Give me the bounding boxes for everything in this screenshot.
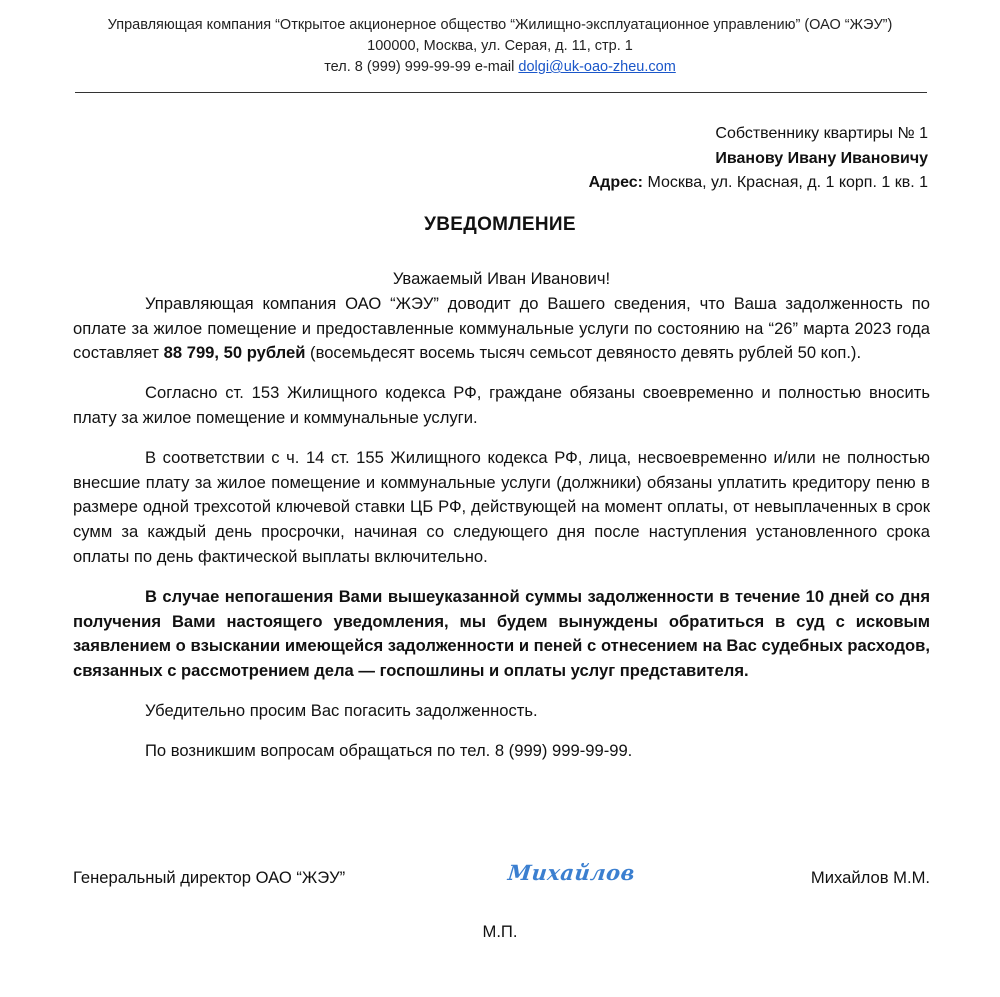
address-label: Адрес:	[588, 174, 644, 191]
paragraph-warning: В случае непогашения Вами вышеуказанной суммы задолженности в течение 10 дней со дня получения Вами настоящего уведомления, мы будем вынуждены обратиться в суд с исковым заявлением о взыскании имеющейся задолженности и пеней с отнесением на Вас судебных расходов, связанных с рассмотрением дела — госпошлины и оплаты услуг представителя.	[73, 586, 930, 681]
signature-row	[73, 860, 930, 896]
signer-position: Генеральный директор ОАО “ЖЭУ”	[73, 868, 346, 887]
paragraph-debt	[73, 292, 930, 366]
company-name: Управляющая компания “Открытое акционерное общество “Жилищно-эксплуатационное управлению” (ОАО “ЖЭУ”)	[107, 17, 893, 33]
paragraph-request: Убедительно просим Вас погасить задолженность.	[145, 700, 538, 720]
stamp-place: М.П.	[482, 922, 518, 941]
document-title: УВЕДОМЛЕНИЕ	[424, 214, 576, 235]
letterhead	[60, 15, 940, 78]
recipient-address	[328, 171, 928, 196]
paragraph-law-155: В соответствии с ч. 14 ст. 155 Жилищного кодекса РФ, лица, несвоевременно и/или не полностью внесшие плату за жилое помещение и коммунальные услуги (должники) обязаны уплатить кредитору пеню в размере одной трехсотой ключевой ставки ЦБ РФ, действующей на момент оплаты, от невыплаченных в срок сумм за каждый день просрочки, начиная со следующего дня после наступления установленного срока оплаты по день фактической выплаты включительно.	[73, 447, 930, 566]
debt-text-end: (восемьдесят восемь тысяч семьсот девяносто девять рублей 50 коп.).	[305, 343, 862, 363]
address-value: Москва, ул. Красная, д. 1 корп. 1 кв. 1	[643, 174, 928, 191]
company-address: 100000, Москва, ул. Серая, д. 11, стр. 1	[367, 38, 633, 54]
company-contacts	[60, 57, 940, 78]
recipient-name: Иванову Ивану Ивановичу	[715, 149, 928, 167]
debt-text-start: Управляющая компания ОАО “ЖЭУ” доводит до Вашего сведения, что Ваша задолженность по оплате за жилое помещение и предоставленные коммунальные услуги по состоянию на “26” марта 2023 года составляет	[73, 293, 930, 363]
debt-amount: 88 799, 50 рублей	[163, 343, 306, 363]
company-email-link[interactable]: dolgi@uk-oao-zheu.com	[518, 59, 676, 75]
company-phone: тел. 8 (999) 999-99-99 e-mail	[324, 59, 519, 75]
document-body	[73, 267, 930, 764]
letterhead-divider	[75, 92, 927, 93]
recipient-role: Собственнику квартиры № 1	[715, 125, 928, 142]
paragraph-contact: По возникшим вопросам обращаться по тел. 8 (999) 999-99-99.	[145, 740, 633, 760]
greeting: Уважаемый Иван Иванович!	[392, 269, 611, 288]
handwritten-signature: Михайлов	[506, 860, 637, 885]
signer-name: Михайлов М.М.	[810, 868, 930, 887]
recipient-block	[328, 122, 928, 196]
paragraph-law-153: Согласно ст. 153 Жилищного кодекса РФ, граждане обязаны своевременно и полностью вносить плату за жилое помещение и коммунальные услуги.	[73, 383, 930, 427]
